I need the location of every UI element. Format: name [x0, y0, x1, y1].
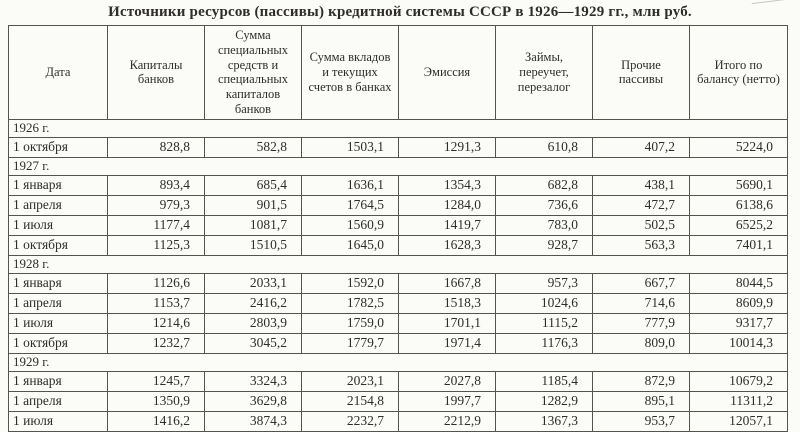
- value-cell: 12057,1: [690, 411, 788, 431]
- value-cell: 2154,8: [302, 391, 399, 411]
- value-cell: 563,3: [593, 235, 690, 255]
- value-cell: 682,8: [496, 175, 593, 195]
- value-cell: 5690,1: [690, 175, 788, 195]
- value-cell: 1367,3: [496, 411, 593, 431]
- value-cell: 1115,2: [496, 313, 593, 333]
- year-label-cell: 1927 г.: [9, 157, 788, 175]
- value-cell: 783,0: [496, 215, 593, 235]
- value-cell: 2212,9: [399, 411, 496, 431]
- year-label-cell: 1929 г.: [9, 353, 788, 371]
- value-cell: 953,7: [593, 411, 690, 431]
- value-cell: 736,6: [496, 195, 593, 215]
- value-cell: 895,1: [593, 391, 690, 411]
- date-cell: 1 января: [9, 175, 108, 195]
- value-cell: 685,4: [205, 175, 302, 195]
- value-cell: 2023,1: [302, 371, 399, 391]
- value-cell: 6525,2: [690, 215, 788, 235]
- value-cell: 8044,5: [690, 273, 788, 293]
- date-cell: 1 июля: [9, 215, 108, 235]
- column-header: Эмиссия: [399, 26, 496, 120]
- table-title: Источники ресурсов (пассивы) кредитной системы СССР в 1926—1929 гг., млн руб.: [108, 4, 692, 20]
- value-cell: 5224,0: [690, 137, 788, 157]
- value-cell: 9317,7: [690, 313, 788, 333]
- value-cell: 1510,5: [205, 235, 302, 255]
- value-cell: 1024,6: [496, 293, 593, 313]
- value-cell: 1628,3: [399, 235, 496, 255]
- value-cell: 928,7: [496, 235, 593, 255]
- value-cell: 472,7: [593, 195, 690, 215]
- date-cell: 1 октября: [9, 137, 108, 157]
- table-row: [9, 293, 788, 313]
- value-cell: 901,5: [205, 195, 302, 215]
- value-cell: 1764,5: [302, 195, 399, 215]
- value-cell: 1176,3: [496, 333, 593, 353]
- value-cell: 438,1: [593, 175, 690, 195]
- table-row: [9, 195, 788, 215]
- value-cell: 1126,6: [108, 273, 205, 293]
- column-header: Капиталы банков: [108, 26, 205, 120]
- value-cell: 2033,1: [205, 273, 302, 293]
- value-cell: 777,9: [593, 313, 690, 333]
- year-group-row: [9, 157, 788, 175]
- table-row: [9, 333, 788, 353]
- value-cell: 1284,0: [399, 195, 496, 215]
- value-cell: 1503,1: [302, 137, 399, 157]
- table-row: [9, 411, 788, 431]
- value-cell: 828,8: [108, 137, 205, 157]
- value-cell: 407,2: [593, 137, 690, 157]
- value-cell: 3324,3: [205, 371, 302, 391]
- value-cell: 2416,2: [205, 293, 302, 313]
- date-cell: 1 апреля: [9, 293, 108, 313]
- value-cell: 3045,2: [205, 333, 302, 353]
- column-header: Сумма вкладов и текущих счетов в банках: [302, 26, 399, 120]
- value-cell: 2803,9: [205, 313, 302, 333]
- date-cell: 1 апреля: [9, 195, 108, 215]
- value-cell: 610,8: [496, 137, 593, 157]
- value-cell: 1125,3: [108, 235, 205, 255]
- value-cell: 872,9: [593, 371, 690, 391]
- value-cell: 1997,7: [399, 391, 496, 411]
- value-cell: 957,3: [496, 273, 593, 293]
- value-cell: 667,7: [593, 273, 690, 293]
- value-cell: 1354,3: [399, 175, 496, 195]
- value-cell: 1214,6: [108, 313, 205, 333]
- value-cell: 1081,7: [205, 215, 302, 235]
- table-row: [9, 273, 788, 293]
- column-header: Займы, переучет, перезалог: [496, 26, 593, 120]
- value-cell: 1245,7: [108, 371, 205, 391]
- table-row: [9, 137, 788, 157]
- value-cell: 1701,1: [399, 313, 496, 333]
- value-cell: 1779,7: [302, 333, 399, 353]
- table-row: [9, 371, 788, 391]
- value-cell: 11311,2: [690, 391, 788, 411]
- year-label-cell: 1928 г.: [9, 255, 788, 273]
- date-cell: 1 января: [9, 371, 108, 391]
- year-group-row: [9, 119, 788, 137]
- value-cell: 1645,0: [302, 235, 399, 255]
- value-cell: 1177,4: [108, 215, 205, 235]
- year-group-row: [9, 353, 788, 371]
- table-row: [9, 313, 788, 333]
- column-header: Итого по балансу (нетто): [690, 26, 788, 120]
- date-cell: 1 января: [9, 273, 108, 293]
- value-cell: 1592,0: [302, 273, 399, 293]
- date-cell: 1 июля: [9, 411, 108, 431]
- value-cell: 1419,7: [399, 215, 496, 235]
- table-row: [9, 175, 788, 195]
- date-cell: 1 апреля: [9, 391, 108, 411]
- header-row: [9, 26, 788, 120]
- value-cell: 1667,8: [399, 273, 496, 293]
- value-cell: 2027,8: [399, 371, 496, 391]
- year-label-cell: 1926 г.: [9, 119, 788, 137]
- value-cell: 893,4: [108, 175, 205, 195]
- value-cell: 1518,3: [399, 293, 496, 313]
- table-row: [9, 235, 788, 255]
- value-cell: 1636,1: [302, 175, 399, 195]
- value-cell: 1153,7: [108, 293, 205, 313]
- value-cell: 1759,0: [302, 313, 399, 333]
- value-cell: 8609,9: [690, 293, 788, 313]
- value-cell: 2232,7: [302, 411, 399, 431]
- value-cell: 1291,3: [399, 137, 496, 157]
- value-cell: 714,6: [593, 293, 690, 313]
- value-cell: 502,5: [593, 215, 690, 235]
- value-cell: 1350,9: [108, 391, 205, 411]
- value-cell: 6138,6: [690, 195, 788, 215]
- value-cell: 1971,4: [399, 333, 496, 353]
- value-cell: 1232,7: [108, 333, 205, 353]
- value-cell: 1185,4: [496, 371, 593, 391]
- date-cell: 1 октября: [9, 235, 108, 255]
- year-group-row: [9, 255, 788, 273]
- value-cell: 809,0: [593, 333, 690, 353]
- value-cell: 979,3: [108, 195, 205, 215]
- table-row: [9, 215, 788, 235]
- data-table: [8, 25, 788, 432]
- value-cell: 1560,9: [302, 215, 399, 235]
- date-cell: 1 июля: [9, 313, 108, 333]
- value-cell: 582,8: [205, 137, 302, 157]
- table-body: [9, 119, 788, 431]
- value-cell: 10014,3: [690, 333, 788, 353]
- value-cell: 7401,1: [690, 235, 788, 255]
- value-cell: 1782,5: [302, 293, 399, 313]
- value-cell: 10679,2: [690, 371, 788, 391]
- value-cell: 1416,2: [108, 411, 205, 431]
- table-row: [9, 391, 788, 411]
- value-cell: 1282,9: [496, 391, 593, 411]
- value-cell: 3629,8: [205, 391, 302, 411]
- table-header: [9, 26, 788, 120]
- column-header: Дата: [9, 26, 108, 120]
- date-cell: 1 октября: [9, 333, 108, 353]
- column-header: Сумма специальных средств и специальных капиталов банков: [205, 26, 302, 120]
- column-header: Прочие пассивы: [593, 26, 690, 120]
- value-cell: 3874,3: [205, 411, 302, 431]
